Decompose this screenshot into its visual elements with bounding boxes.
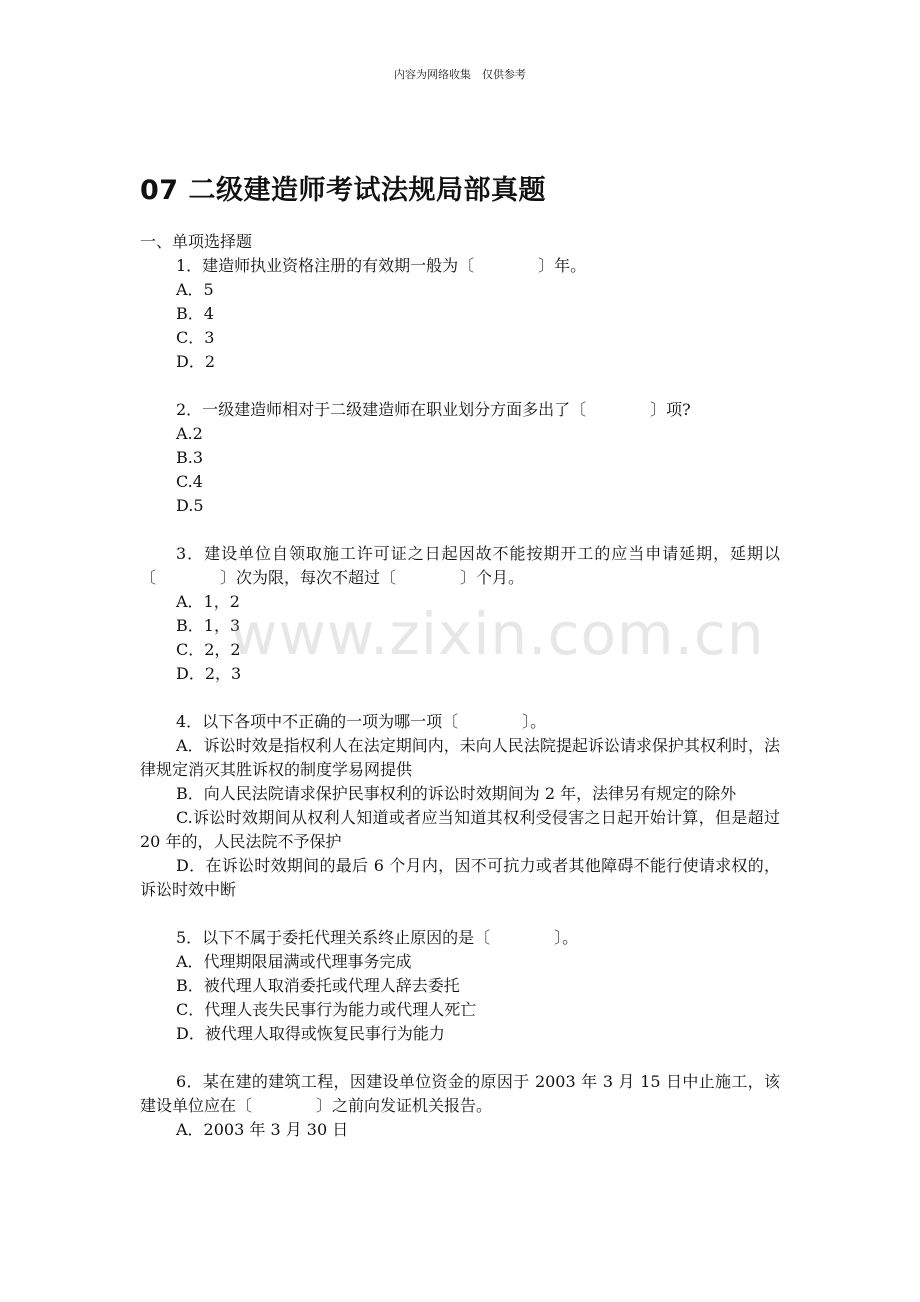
website-watermark: www.zixin.com.cn [230,600,765,668]
question-1: 1．建造师执业资格注册的有效期一般为〔 〕年。 [176,256,587,275]
q3-option-d: D．2，3 [176,664,242,683]
exam-content [140,230,780,1142]
q2-option-c: C.4 [176,472,203,491]
q3-option-a: A．1，2 [176,592,240,611]
document-title: 07 二级建造师考试法规局部真题 [140,175,546,206]
q1-option-a: A．5 [176,280,214,299]
page-header-note: 内容为网络收集 仅供参考 [394,68,526,81]
q4-option-c: C.诉讼时效期间从权利人知道或者应当知道其权利受侵害之日起开始计算，但是超过 20 年的，人民法院不予保护 [140,808,780,851]
question-3: 3．建设单位自领取施工许可证之日起因故不能按期开工的应当申请延期，延期以〔 〕次为限，每次不超过〔 〕个月。 [140,544,780,587]
q5-option-c: C．代理人丧失民事行为能力或代理人死亡 [176,1000,477,1019]
question-2: 2．一级建造师相对于二级建造师在职业划分方面多出了〔 〕项? [176,400,691,419]
section-heading: 一、单项选择题 [140,232,253,251]
q4-option-a: A．诉讼时效是指权利人在法定期间内，未向人民法院提起诉讼请求保护其权利时，法律规定消灭其胜诉权的制度学易网提供 [140,736,780,779]
question-6: 6．某在建的建筑工程，因建设单位资金的原因于 2003 年 3 月 15 日中止施工，该建设单位应在〔 〕之前向发证机关报告。 [140,1072,780,1115]
q4-option-b: B．向人民法院请求保护民事权利的诉讼时效期间为 2 年，法律另有规定的除外 [176,784,737,803]
question-5: 5．以下不属于委托代理关系终止原因的是〔 〕。 [176,928,579,947]
q4-option-d: D．在诉讼时效期间的最后 6 个月内，因不可抗力或者其他障碍不能行使请求权的，诉讼时效中断 [140,856,780,899]
q1-option-c: C．3 [176,328,215,347]
q5-option-d: D．被代理人取得或恢复民事行为能力 [176,1024,445,1043]
question-4: 4．以下各项中不正确的一项为哪一项〔 〕。 [176,712,547,731]
q1-option-b: B．4 [176,304,214,323]
q2-option-a: A.2 [176,424,203,443]
q3-option-b: B．1，3 [176,616,241,635]
q5-option-a: A．代理期限届满或代理事务完成 [176,952,412,971]
q2-option-b: B.3 [176,448,204,467]
q5-option-b: B．被代理人取消委托或代理人辞去委托 [176,976,460,995]
q3-option-c: C．2，2 [176,640,241,659]
q1-option-d: D．2 [176,352,216,371]
q6-option-a: A．2003 年 3 月 30 日 [176,1120,349,1139]
q2-option-d: D.5 [176,496,204,515]
